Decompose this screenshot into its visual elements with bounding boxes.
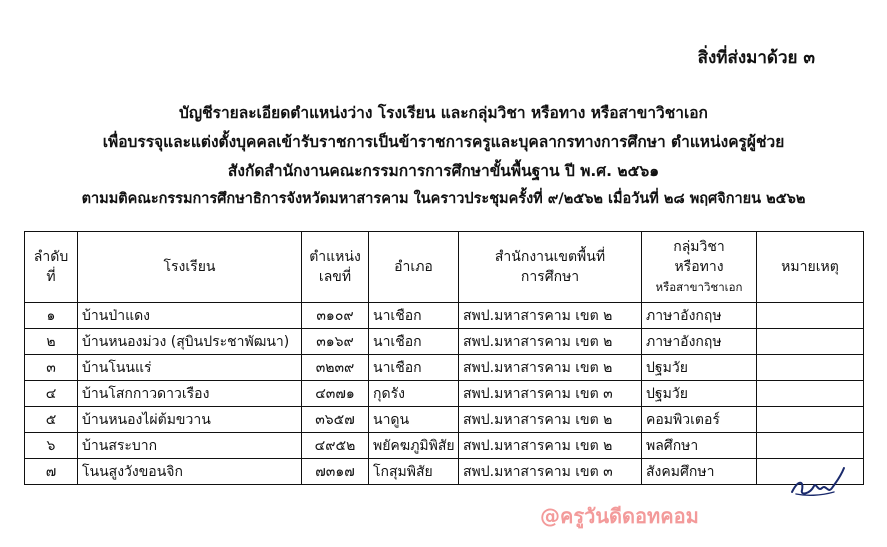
document-title-line-4: ตามมติคณะกรรมการศึกษาธิการจังหวัดมหาสารคาม ในคราวประชุมครั้งที่ ๙/๒๕๖๒ เมื่อวันที่ ๒๘ พฤศจิกายน ๒๕๖๒ <box>81 191 806 207</box>
row-subject: ภาษาอังกฤษ <box>642 303 757 329</box>
header-position-line1: ตำแหน่ง <box>309 249 361 265</box>
header-district: อำเภอ <box>369 232 459 303</box>
row-remark <box>757 303 864 329</box>
row-order: ๕ <box>25 407 78 433</box>
row-remark <box>757 407 864 433</box>
row-order: ๖ <box>25 433 78 459</box>
row-school: บ้านสระบาก <box>78 433 302 459</box>
header-order-line1: ลำดับ <box>33 249 69 265</box>
row-position: ๓๑๐๙ <box>302 303 369 329</box>
table-row <box>25 355 864 381</box>
row-position: ๓๒๓๙ <box>302 355 369 381</box>
row-district: พยัคฆภูมิพิสัย <box>369 433 459 459</box>
header-subject <box>642 232 757 303</box>
header-position-line2: เลขที่ <box>318 269 352 285</box>
row-office: สพป.มหาสารคาม เขต ๓ <box>459 459 642 485</box>
row-office: สพป.มหาสารคาม เขต ๒ <box>459 407 642 433</box>
row-district: นาดูน <box>369 407 459 433</box>
table-header <box>25 232 864 303</box>
row-district: นาเชือก <box>369 329 459 355</box>
table-row <box>25 407 864 433</box>
row-office: สพป.มหาสารคาม เขต ๒ <box>459 329 642 355</box>
watermark-text: @ครูวันดีดอทคอม <box>540 504 699 528</box>
document-title-line-2: เพื่อบรรจุและแต่งตั้งบุคคลเข้ารับราชการเป็นข้าราชการครูและบุคลากรทางการศึกษา ตำแหน่งครูผู้ช่วย <box>102 133 785 151</box>
header-order-line2: ที่ <box>46 269 56 285</box>
signature-scribble <box>788 464 848 504</box>
row-order: ๗ <box>25 459 78 485</box>
row-order: ๓ <box>25 355 78 381</box>
header-order <box>25 232 78 303</box>
header-office-line2: การศึกษา <box>520 269 580 285</box>
row-office: สพป.มหาสารคาม เขต ๒ <box>459 355 642 381</box>
row-order: ๔ <box>25 381 78 407</box>
row-office: สพป.มหาสารคาม เขต ๒ <box>459 303 642 329</box>
document-title-line-1: บัญชีรายละเอียดตำแหน่งว่าง โรงเรียน และกลุ่มวิชา หรือทาง หรือสาขาวิชาเอก <box>179 104 708 122</box>
row-school: บ้านโสกกาวดาวเรือง <box>78 381 302 407</box>
row-position: ๓๖๕๗ <box>302 407 369 433</box>
row-school: โนนสูงวังขอนจิก <box>78 459 302 485</box>
row-district: กุดรัง <box>369 381 459 407</box>
row-position: ๔๓๗๑ <box>302 381 369 407</box>
row-remark <box>757 355 864 381</box>
header-remark: หมายเหตุ <box>757 232 864 303</box>
table-body <box>25 303 864 485</box>
row-subject: ปฐมวัย <box>642 355 757 381</box>
row-school: บ้านหนองม่วง (สุบินประชาพัฒนา) <box>78 329 302 355</box>
handwritten-signature <box>788 464 848 508</box>
row-subject: พลศึกษา <box>642 433 757 459</box>
table-row <box>25 303 864 329</box>
row-office: สพป.มหาสารคาม เขต ๓ <box>459 381 642 407</box>
row-district: นาเชือก <box>369 355 459 381</box>
attachment-label: สิ่งที่ส่งมาด้วย ๓ <box>697 48 815 68</box>
row-district: โกสุมพิสัย <box>369 459 459 485</box>
row-school: บ้านป่าแดง <box>78 303 302 329</box>
header-row <box>25 232 864 303</box>
header-position <box>302 232 369 303</box>
row-subject: ปฐมวัย <box>642 381 757 407</box>
row-remark <box>757 433 864 459</box>
row-order: ๒ <box>25 329 78 355</box>
row-school: บ้านโนนแร่ <box>78 355 302 381</box>
row-position: ๔๙๕๒ <box>302 433 369 459</box>
row-remark <box>757 381 864 407</box>
row-subject: ภาษาอังกฤษ <box>642 329 757 355</box>
table-row <box>25 329 864 355</box>
header-subject-line1: กลุ่มวิชา <box>673 239 725 255</box>
header-office <box>459 232 642 303</box>
table-row <box>25 459 864 485</box>
header-office-line1: สำนักงานเขตพื้นที่ <box>494 249 606 265</box>
row-position: ๗๓๑๗ <box>302 459 369 485</box>
header-subject-line2: หรือทาง <box>674 259 724 275</box>
row-subject: สังคมศึกษา <box>642 459 757 485</box>
header-school: โรงเรียน <box>78 232 302 303</box>
table-row <box>25 433 864 459</box>
row-school: บ้านหนองไผ่ต้มขวาน <box>78 407 302 433</box>
document-title-line-3: สังกัดสำนักงานคณะกรรมการการศึกษาขั้นพื้นฐาน ปี พ.ศ. ๒๕๖๑ <box>227 162 660 180</box>
row-district: นาเชือก <box>369 303 459 329</box>
row-subject: คอมพิวเตอร์ <box>642 407 757 433</box>
row-position: ๓๑๖๙ <box>302 329 369 355</box>
header-subject-line3: หรือสาขาวิชาเอก <box>655 280 743 294</box>
row-remark <box>757 329 864 355</box>
table-row <box>25 381 864 407</box>
vacancy-table <box>24 231 864 485</box>
row-office: สพป.มหาสารคาม เขต ๒ <box>459 433 642 459</box>
row-order: ๑ <box>25 303 78 329</box>
